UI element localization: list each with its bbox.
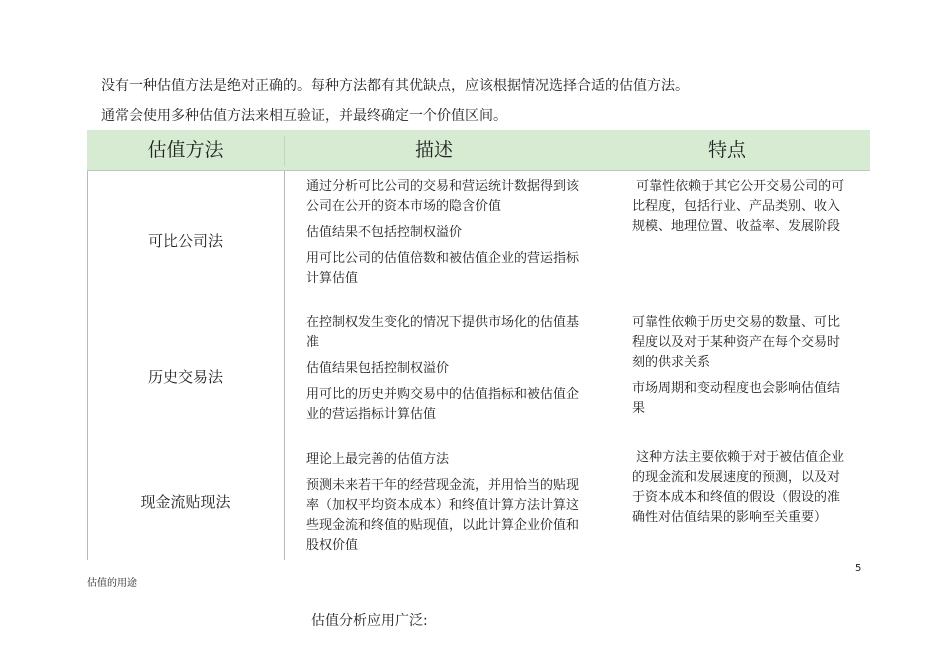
method-comparable-companies: 可比公司法 xyxy=(147,232,223,250)
next-section-heading: 估值分析应用广泛: xyxy=(311,613,428,629)
table-header-row xyxy=(87,130,870,171)
feature-item: 可靠性依赖于其它公开交易公司的可比程度，包括行业、产品类别、收入规模、地理位置、收益率、发展阶段 xyxy=(632,179,845,234)
header-features: 特点 xyxy=(707,139,746,161)
description-item: 通过分析可比公司的交易和营运统计数据得到该公司在公开的资本市场的隐含价值 xyxy=(306,179,580,214)
table-column-rule xyxy=(284,171,285,560)
description-item: 用可比公司的估值倍数和被估值企业的营运指标计算估值 xyxy=(306,251,580,286)
description-precedent-transactions xyxy=(306,313,581,431)
intro-line-1: 没有一种估值方法是绝对正确的。每种方法都有其优缺点，应该根据情况选择合适的估值方法。 xyxy=(101,78,689,94)
header-description: 描述 xyxy=(414,139,453,161)
method-discounted-cash-flow: 现金流贴现法 xyxy=(140,493,231,511)
description-item: 估值结果不包括控制权溢价 xyxy=(306,225,463,240)
features-comparable-companies xyxy=(632,177,852,243)
intro-line-2: 通常会使用多种估值方法来相互验证，并最终确定一个价值区间。 xyxy=(101,108,507,124)
description-item: 预测未来若干年的经营现金流，并用恰当的贴现率（加权平均资本成本）和终值计算方法计算这些现金流和终值的贴现值，以此计算企业价值和股权价值 xyxy=(306,478,580,553)
method-precedent-transactions: 历史交易法 xyxy=(147,368,223,386)
description-item: 理论上最完善的估值方法 xyxy=(306,452,450,467)
features-precedent-transactions xyxy=(632,313,852,425)
feature-item: 可靠性依赖于历史交易的数量、可比程度以及对于某种资产在每个交易时刻的供求关系 xyxy=(632,315,841,370)
description-comparable-companies xyxy=(306,177,581,295)
features-discounted-cash-flow xyxy=(632,448,852,534)
description-item: 估值结果包括控制权溢价 xyxy=(306,361,450,376)
page-number: 5 xyxy=(855,563,862,574)
description-item: 在控制权发生变化的情况下提供市场化的估值基准 xyxy=(306,315,580,350)
feature-item: 这种方法主要依赖于对于被估值企业的现金流和发展速度的预测，以及对于资本成本和终值的假设（假设的准确性对估值结果的影响至关重要） xyxy=(632,450,845,525)
section-label: 估值的用途 xyxy=(87,578,137,589)
description-item: 用可比的历史并购交易中的估值指标和被估值企业的营运指标计算估值 xyxy=(306,387,580,422)
header-method: 估值方法 xyxy=(147,139,224,161)
valuation-methods-table xyxy=(87,130,870,560)
description-discounted-cash-flow xyxy=(306,450,581,562)
feature-item: 市场周期和变动程度也会影响估值结果 xyxy=(632,381,841,416)
